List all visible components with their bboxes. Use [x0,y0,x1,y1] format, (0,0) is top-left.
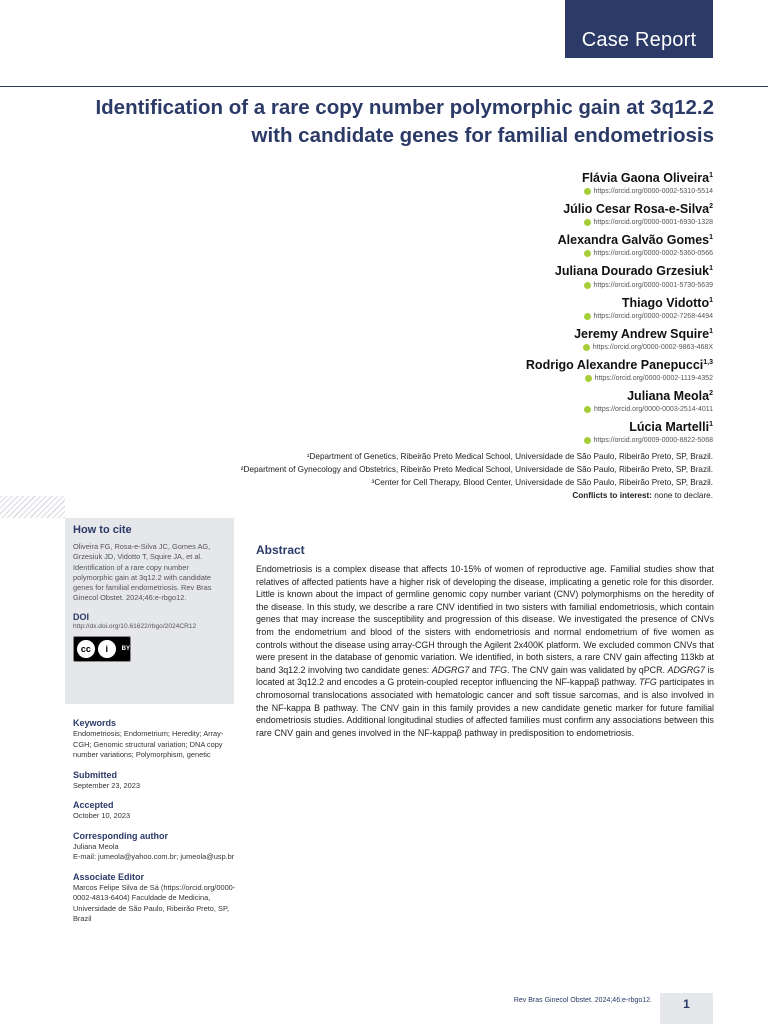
conflicts-value: none to declare. [652,491,713,500]
article-title: Identification of a rare copy number polymorphic gain at 3q12.2 with candidate genes for familial endometriosis [95,96,714,147]
conflicts-statement [241,489,713,502]
orcid-icon [584,437,591,444]
author-name: Thiago Vidotto [621,295,710,310]
orcid-icon [585,375,592,382]
submitted-date: September 23, 2023 [73,780,140,790]
orcid-icon [584,406,591,413]
orcid-icon [584,313,591,320]
author-name: Rodrigo Alexandre Panepucci [525,358,704,373]
author-name: Juliana Dourado Grzesiuk [554,264,710,279]
keywords-text: Endometriosis; Endometrium; Heredity; Array-CGH; Genomic structural variation; DNA copy number variations; Polymorphism, genetic [73,729,224,759]
orcid-link[interactable]: https://orcid.org/0000-0002-5310-5514 [593,188,713,196]
cc-by-label: BY [121,645,130,652]
author-item [526,417,713,446]
affiliation-2: ²Department of Gynecology and Obstetrics, Ribeirão Preto Medical School, Universidade de São Paulo, Ribeirão Preto, SP, Brazil. [240,465,713,474]
author-item [526,168,713,197]
doi-heading: DOI [73,611,90,622]
author-affil-sup: 1 [709,296,713,304]
author-affil-sup: 2 [709,203,713,211]
gene-name: TFG [489,664,507,675]
cc-icon: cc [77,640,95,658]
orcid-icon [584,282,591,289]
orcid-icon [584,219,591,226]
author-affil-sup: 1 [709,234,713,242]
corresponding-heading: Corresponding author [73,830,168,841]
cc-by-license-badge[interactable] [73,636,131,662]
article-type-badge: Case Report [565,0,713,58]
associate-editor-heading: Associate Editor [73,871,145,882]
abstract-body: Endometriosis is a complex disease that affects 10-15% of women of reproductive age. Familial studies show that relatives of affected patients have a higher risk of developing the disease, implicating a genetic role for this disorder. Little is known about the impact of germline genomic copy number variant (CNV) polymorphisms on the heredity of the disease. In this study, we describe a rare CNV identified in two sisters with familial endometriosis, which contain genes that may increase the susceptibility and progression of this disease. We investigated the presence of CNVs from the endometrium and blood of the sisters with endometriosis and normal endometrium of five women as controls without the disease using array-CGH through the Agilent 2x400K platform. We excluded common CNVs that were present in the database of genomic variation. We identified, in both sisters, a rare CNV gain affecting 113kb at band 3q12.2 involving two candidate genes: ADGRG7 and TFG. The CNV gain was validated by qPCR. ADGRG7 is located at 3q12.2 and encodes a G protein-coupled receptor influencing the NF-kappaβ pathway. TFG participates in chromosomal translocations associated with hematologic cancer and soft tissue sarcomas, and is also involved in the NF-kappa B pathway. The CNV gain in this family provides a new candidate genetic marker for future familial endometriosis studies. Additional longitudinal studies of affected families must confirm any associations between this rare CNV gain and genes involved in the NF-kappaβ pathway in predisposition to endometriosis. [256,564,714,738]
author-affil-sup: 2 [709,390,713,398]
affiliation-3: ³Center for Cell Therapy, Blood Center, Universidade de São Paulo, Ribeirão Preto, SP, Brazil. [371,478,713,487]
author-name: Jeremy Andrew Squire [574,326,710,341]
orcid-icon [584,250,591,257]
article-metadata [73,717,238,925]
author-item [526,199,713,228]
gene-name: ADGRG7 [667,664,706,675]
orcid-link[interactable]: https://orcid.org/0000-0002-5360-0566 [593,250,713,258]
gene-name: ADGRG7 [431,664,470,675]
affiliations [241,450,713,502]
author-affil-sup: 1 [709,421,713,429]
decorative-stripe [0,496,65,518]
author-item [526,386,713,415]
how-to-cite-box [65,518,234,704]
keywords-heading: Keywords [73,718,117,728]
author-list [526,168,713,448]
corresponding-name: Juliana Meola [73,841,119,851]
orcid-link[interactable]: https://orcid.org/0000-0001-5730-5639 [593,281,713,289]
orcid-icon [583,344,590,351]
author-item [526,230,713,259]
orcid-link[interactable]: https://orcid.org/0000-0002-7268-4494 [593,312,713,320]
orcid-icon [584,188,591,195]
author-item [526,293,713,322]
author-name: Lúcia Martelli [629,420,710,435]
abstract-heading: Abstract [256,543,305,557]
orcid-link[interactable]: https://orcid.org/0009-0000-8822-5068 [593,437,713,445]
by-icon: i [98,640,116,658]
author-affil-sup: 1 [709,327,713,335]
orcid-link[interactable]: https://orcid.org/0000-0003-2514-4011 [594,406,713,414]
author-name: Júlio Cesar Rosa-e-Silva [563,202,710,217]
corresponding-email[interactable]: E-mail: jumeola@yahoo.com.br; jumeola@usp.br [73,852,235,861]
author-item [526,324,713,353]
orcid-link[interactable]: https://orcid.org/0000-0002-9863-468X [592,343,713,351]
accepted-heading: Accepted [73,800,114,810]
submitted-heading: Submitted [73,769,117,780]
abstract-section [256,543,714,739]
associate-editor-text: Marcos Felipe Silva de Sá (https://orcid.org/0000-0002-4813-6404) Faculdade de Medicina, Universidade de São Paulo, Ribeirão Preto, SP, Brazil [73,882,236,923]
how-to-cite-heading: How to cite [73,524,132,536]
author-name: Alexandra Galvão Gomes [557,233,710,248]
orcid-link[interactable]: https://orcid.org/0000-0001-6930-1328 [593,219,713,227]
author-name: Juliana Meola [627,389,710,404]
footer-journal-citation: Rev Bras Ginecol Obstet. 2024;46:e-rbgo12. [513,997,652,1004]
doi-link[interactable]: http://dx.doi.org/10.61622/rbgo/2024CR12 [73,622,197,630]
gene-name: TFG [639,677,657,688]
author-item [526,355,713,384]
author-affil-sup: 1 [709,172,713,179]
author-item [526,261,713,290]
header-rule [0,86,768,87]
orcid-link[interactable]: https://orcid.org/0000-0002-1119-4352 [594,375,713,383]
page-number: 1 [660,993,713,1024]
author-name: Flávia Gaona Oliveira [581,171,710,186]
affiliation-1: ¹Department of Genetics, Ribeirão Preto Medical School, Universidade de São Paulo, Ribeirão Preto, SP, Brazil. [306,452,713,461]
how-to-cite-text: Oliveira FG, Rosa-e-Silva JC, Gomes AG, Grzesiuk JD, Vidotto T, Squire JA, et al. Identification of a rare copy number polymorphic gain at 3q12.2 with candidate genes for familial endometriosis. Rev Bras Ginecol Obstet. 2024;46:e-rbgo12. [73,542,212,603]
conflicts-label: Conflicts to interest: [572,491,652,500]
author-affil-sup: 1 [709,265,713,273]
accepted-date: October 10, 2023 [73,811,131,820]
author-affil-sup: 1,3 [703,358,713,366]
